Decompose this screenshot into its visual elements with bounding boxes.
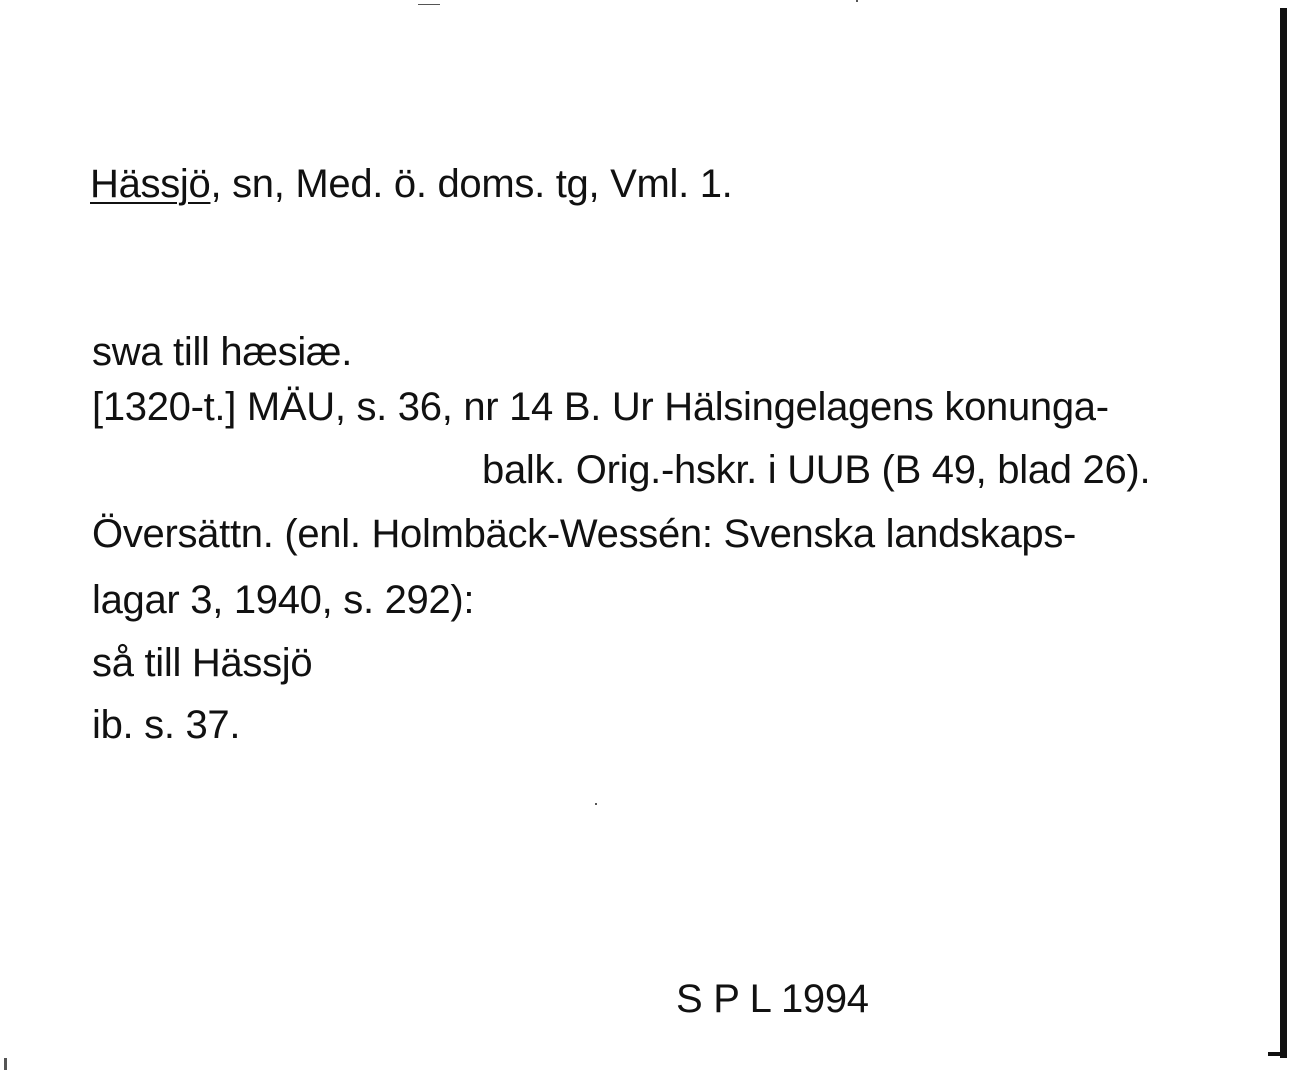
headword: Hässjö bbox=[90, 162, 211, 206]
body-line-3: balk. Orig.-hskr. i UUB (B 49, blad 26). bbox=[482, 448, 1151, 492]
scan-speck bbox=[595, 803, 597, 805]
archive-stamp: S P L 1994 bbox=[676, 977, 869, 1021]
scan-speck bbox=[418, 4, 440, 5]
card-border-foot bbox=[1268, 1052, 1287, 1056]
card-right-border bbox=[1280, 8, 1287, 1058]
scan-speck bbox=[856, 0, 858, 2]
body-line-5: lagar 3, 1940, s. 292): bbox=[92, 578, 475, 622]
header-details: , sn, Med. ö. doms. tg, Vml. 1. bbox=[210, 162, 733, 206]
scan-speck bbox=[4, 1058, 7, 1070]
body-line-7: ib. s. 37. bbox=[92, 703, 241, 747]
entry-header bbox=[90, 164, 732, 204]
body-line-2: [1320-t.] MÄU, s. 36, nr 14 B. Ur Hälsingelagens konunga- bbox=[92, 385, 1109, 429]
body-line-4: Översättn. (enl. Holmbäck-Wessén: Svenska landskaps- bbox=[92, 512, 1077, 556]
body-line-6: så till Hässjö bbox=[92, 641, 313, 685]
body-line-1: swa till hæsiæ. bbox=[92, 330, 353, 374]
